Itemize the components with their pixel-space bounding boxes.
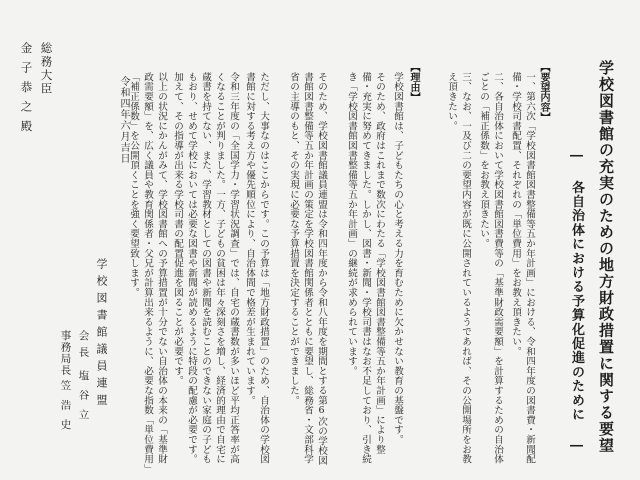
document-title: 学校図書館の充実のための地方財政措置に関する要望 <box>597 60 615 454</box>
chair-title: 会長 <box>77 330 90 363</box>
reason-paragraph: ただし、大事なのはここからです。この予算は「地方財政措置」のため、自治体の学校図書館に対する考え方や優先順位により、自治体間で格差が生まれています。 <box>244 72 269 464</box>
chair-name: 塩谷立 <box>77 370 90 429</box>
addressee-title: 総務大臣 <box>39 42 54 96</box>
request-item: 三、なお、一及び二の要望内容が既に公開されているようであれば、その公開場所をお教え頂きたい。 <box>446 72 471 464</box>
reason-header: 【理由】 <box>408 62 419 102</box>
reason-paragraph: 学校図書館は、子どもたちの心と考える力を育むために欠かせない教育の基盤です。 <box>392 72 403 445</box>
request-header: 【要望内容】 <box>538 62 549 122</box>
reason-paragraph: 以上の状況にかんがみて、学校図書館への予算措置が十分でない自治体の本来の「基準財政需要額」を、広く議員や教育関係者・父兄が計算出来るように、必要な指数「単位費用」「補正係数」を公開頂くことを強く要望致します。 <box>128 72 167 469</box>
reason-paragraph: そのため、学校図書館議員連盟は令和四年度から令和八年度を期間とする第6次の学校図書館図書整備等五か年計画の策定を学校図書館関係者とともに要望し、総務省・文部科学省の主導のもと、その実現に必要な予算措置を決定することができました。 <box>288 72 327 466</box>
sender-organization: 学校図書館議員連盟 <box>95 258 108 411</box>
document-subtitle: ― 各自治体における予算化促進のために ― <box>569 148 584 455</box>
document-date: 令和四年六月吉日 <box>118 76 129 164</box>
reason-paragraph: そのため、政府はこれまで数次にわたる「学校図書館図書整備等五か年計画」により整備・充実に努めてきました。しかし、図書・新聞・学校司書はなお不足しており、引き続き「学校図書館図書整備等五か年計画」の継続が求められています。 <box>346 72 385 464</box>
request-item: 二、各自治体において学校図書館図書費等の「基準財政需要額」を計算するための自治体ごとの「補正係数」をお教え頂きたい。 <box>478 72 503 464</box>
reason-paragraph: 令和三年度の「全国学力・学習状況調査」では、自宅の蔵書数が多いほど平均正答率が高くなることが判りました。一方、子どもの貧困は年々深刻さを増し、経済的理由で自宅に蔵書を持てない、また、学習教材としての図書や新聞を読むことのできない家庭の子どももおり、せめて学校においては必要な図書や新聞が読めるように特段の配慮が必要です。加えて、その指導が出来る学校司書の配置促進を図ることが必要です。 <box>172 72 239 464</box>
secretary-name: 笠浩史 <box>59 380 72 439</box>
secretary-title: 事務局長 <box>59 330 72 376</box>
request-item: 一、第六次「学校図書館図書整備等五か年計画」における、令和四年度の図書費・新聞配備・学校司書配置、それぞれの「単位費用」をお教え頂きたい。 <box>510 72 535 464</box>
addressee-name: 金子恭之殿 <box>19 42 34 140</box>
